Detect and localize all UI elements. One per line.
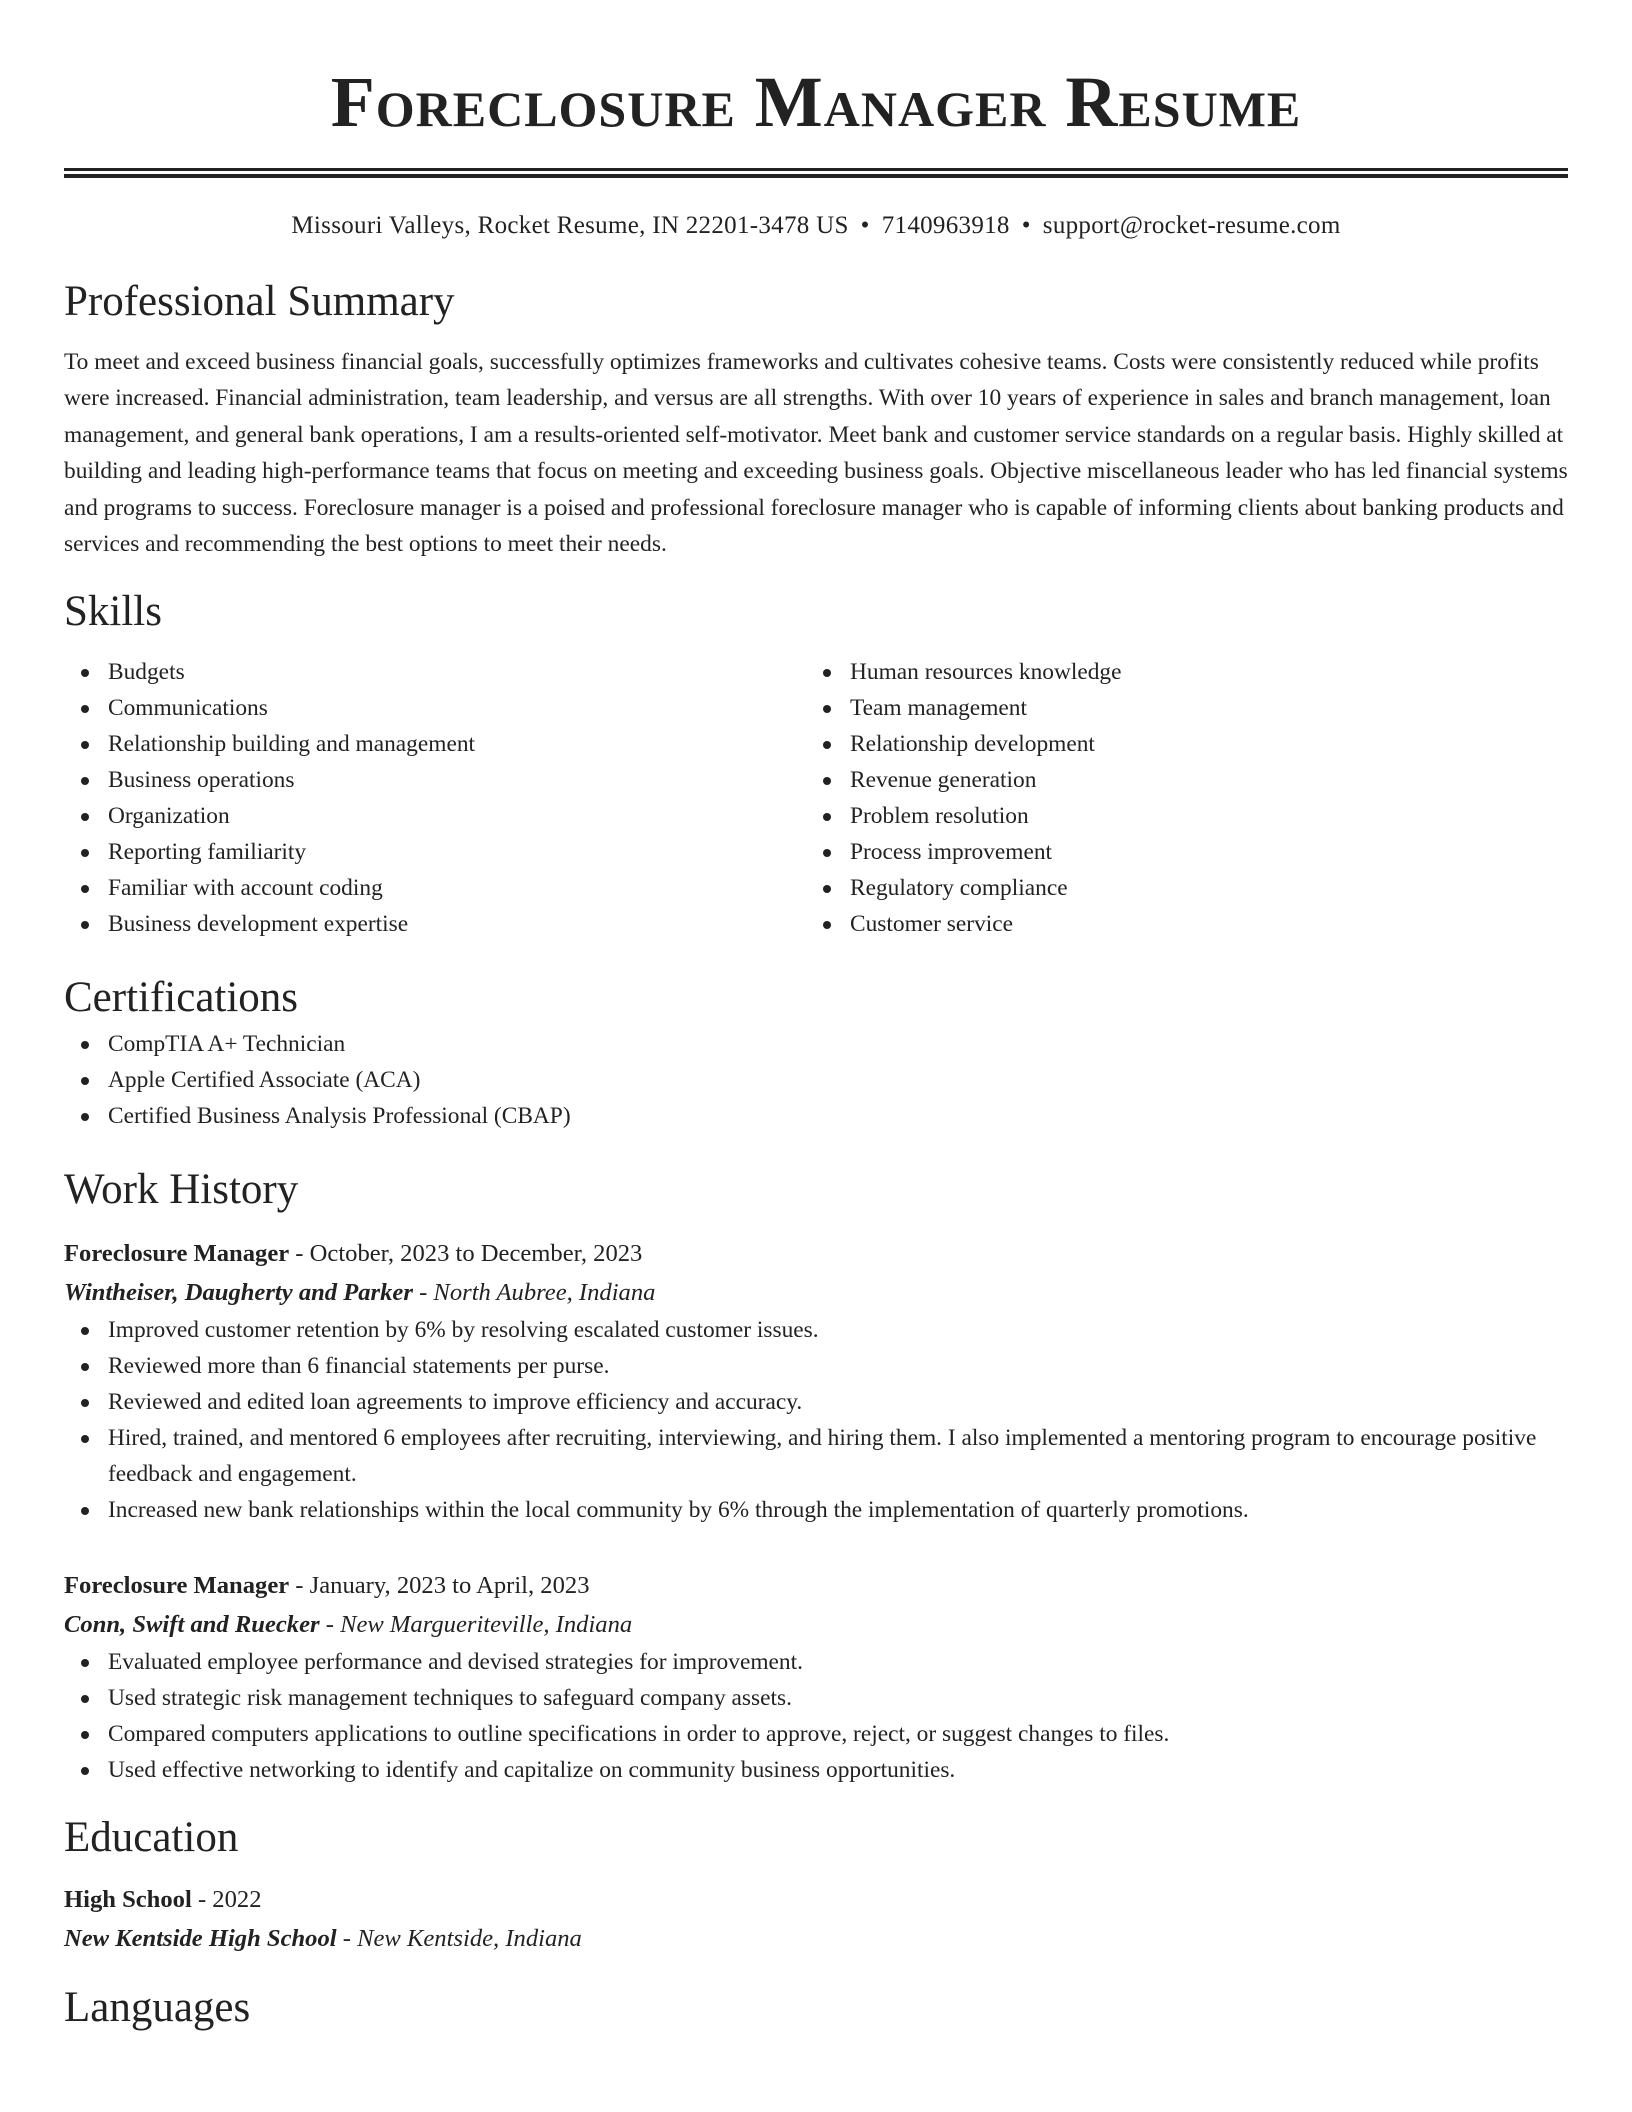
education-school-line <box>64 1919 1568 1958</box>
skill-item: Communications <box>64 690 806 726</box>
job-title: Foreclosure Manager <box>64 1572 290 1600</box>
job-duty-item: Used strategic risk management techniques to safeguard company assets. <box>64 1680 1568 1716</box>
job-duties-list <box>64 1644 1568 1788</box>
languages-heading: Languages <box>64 1984 251 2032</box>
skill-item: Organization <box>64 798 806 834</box>
job-location: New Margueriteville, Indiana <box>340 1611 633 1639</box>
education-degree-line <box>64 1880 1568 1919</box>
contact-line <box>64 208 1568 244</box>
dash-separator: - <box>319 1611 341 1639</box>
dash-separator: - <box>191 1886 213 1914</box>
job-title-line <box>64 1234 1568 1273</box>
summary-heading: Professional Summary <box>64 278 455 325</box>
skill-item: Regulatory compliance <box>806 870 1548 906</box>
resume-title: Foreclosure Manager Resume <box>330 62 1302 142</box>
job-company: Conn, Swift and Ruecker <box>64 1611 320 1639</box>
dash-separator: - <box>412 1279 434 1307</box>
job-duty-item: Increased new bank relationships within the local community by 6% through the implementation of quarterly promotions. <box>64 1492 1568 1528</box>
job-duty-item: Used effective networking to identify and capitalize on community business opportunities. <box>64 1752 1568 1788</box>
job-duty-item: Reviewed more than 6 financial statements per purse. <box>64 1348 1568 1384</box>
skill-item: Business operations <box>64 762 806 798</box>
skill-item: Budgets <box>64 654 806 690</box>
skill-item: Relationship development <box>806 726 1548 762</box>
skill-item: Revenue generation <box>806 762 1548 798</box>
certification-item: Certified Business Analysis Professional (CBAP) <box>64 1098 1568 1134</box>
certification-item: CompTIA A+ Technician <box>64 1026 1568 1062</box>
skill-item: Process improvement <box>806 834 1548 870</box>
job-title: Foreclosure Manager <box>64 1240 290 1268</box>
education-location: New Kentside, Indiana <box>357 1925 582 1953</box>
certifications-list <box>64 1026 1568 1134</box>
dash-separator: - <box>289 1240 310 1268</box>
work-history-heading: Work History <box>64 1166 299 1214</box>
dash-separator: - <box>289 1572 310 1600</box>
skill-item: Relationship building and management <box>64 726 806 762</box>
job-company-line <box>64 1605 1568 1644</box>
job-duty-item: Compared computers applications to outline specifications in order to approve, reject, or suggest changes to files. <box>64 1716 1568 1752</box>
job-company-line <box>64 1273 1568 1312</box>
summary-text: To meet and exceed business financial goals, successfully optimizes frameworks and cultivates cohesive teams. Costs were consistently reduced while profits were increased. Financial administration, team leadership, and versus are all strengths. With over 10 years of experience in sales and branch management, loan management, and general bank operations, I am a results-oriented self-motivator. Meet bank and customer service standards on a regular basis. Highly skilled at building and leading high-performance teams that focus on meeting and exceeding business goals. Objective miscellaneous leader who has led financial systems and programs to success. Foreclosure manager is a poised and professional foreclosure manager who is capable of informing clients about banking products and services and recommending the best options to meet their needs. <box>64 349 1568 558</box>
skill-item: Human resources knowledge <box>806 654 1548 690</box>
job-entry <box>64 1234 1568 1528</box>
contact-separator: • <box>860 212 870 239</box>
skill-item: Team management <box>806 690 1548 726</box>
skill-item: Customer service <box>806 906 1548 942</box>
job-dates: January, 2023 to April, 2023 <box>309 1572 590 1600</box>
job-duties-list <box>64 1312 1568 1528</box>
skill-item: Familiar with account coding <box>64 870 806 906</box>
job-duty-item: Evaluated employee performance and devised strategies for improvement. <box>64 1644 1568 1680</box>
contact-email: support@rocket-resume.com <box>1042 212 1341 239</box>
contact-phone: 7140963918 <box>881 212 1010 239</box>
title-divider <box>64 168 1568 178</box>
contact-separator: • <box>1021 212 1031 239</box>
skills-list-right <box>806 654 1548 942</box>
education-heading: Education <box>64 1814 239 1862</box>
skills-heading: Skills <box>64 588 162 636</box>
skills-columns <box>64 654 1568 942</box>
education-entry <box>64 1880 1568 1958</box>
job-company: Wintheiser, Daugherty and Parker <box>64 1279 413 1307</box>
education-degree: High School <box>64 1886 192 1914</box>
dash-separator: - <box>336 1925 358 1953</box>
job-location: North Aubree, Indiana <box>433 1279 656 1307</box>
skills-list-left <box>64 654 806 942</box>
job-entry <box>64 1566 1568 1788</box>
job-dates: October, 2023 to December, 2023 <box>309 1240 643 1268</box>
certifications-heading: Certifications <box>64 974 299 1022</box>
job-duty-item: Reviewed and edited loan agreements to improve efficiency and accuracy. <box>64 1384 1568 1420</box>
education-school: New Kentside High School <box>64 1925 337 1953</box>
skill-item: Business development expertise <box>64 906 806 942</box>
job-duty-item: Improved customer retention by 6% by resolving escalated customer issues. <box>64 1312 1568 1348</box>
job-duty-item: Hired, trained, and mentored 6 employees after recruiting, interviewing, and hiring them. I also implemented a mentoring program to encourage positive feedback and engagement. <box>64 1420 1568 1492</box>
education-year: 2022 <box>212 1886 262 1914</box>
contact-address: Missouri Valleys, Rocket Resume, IN 22201-3478 US <box>291 212 849 239</box>
job-title-line <box>64 1566 1568 1605</box>
skill-item: Reporting familiarity <box>64 834 806 870</box>
certification-item: Apple Certified Associate (ACA) <box>64 1062 1568 1098</box>
skill-item: Problem resolution <box>806 798 1548 834</box>
